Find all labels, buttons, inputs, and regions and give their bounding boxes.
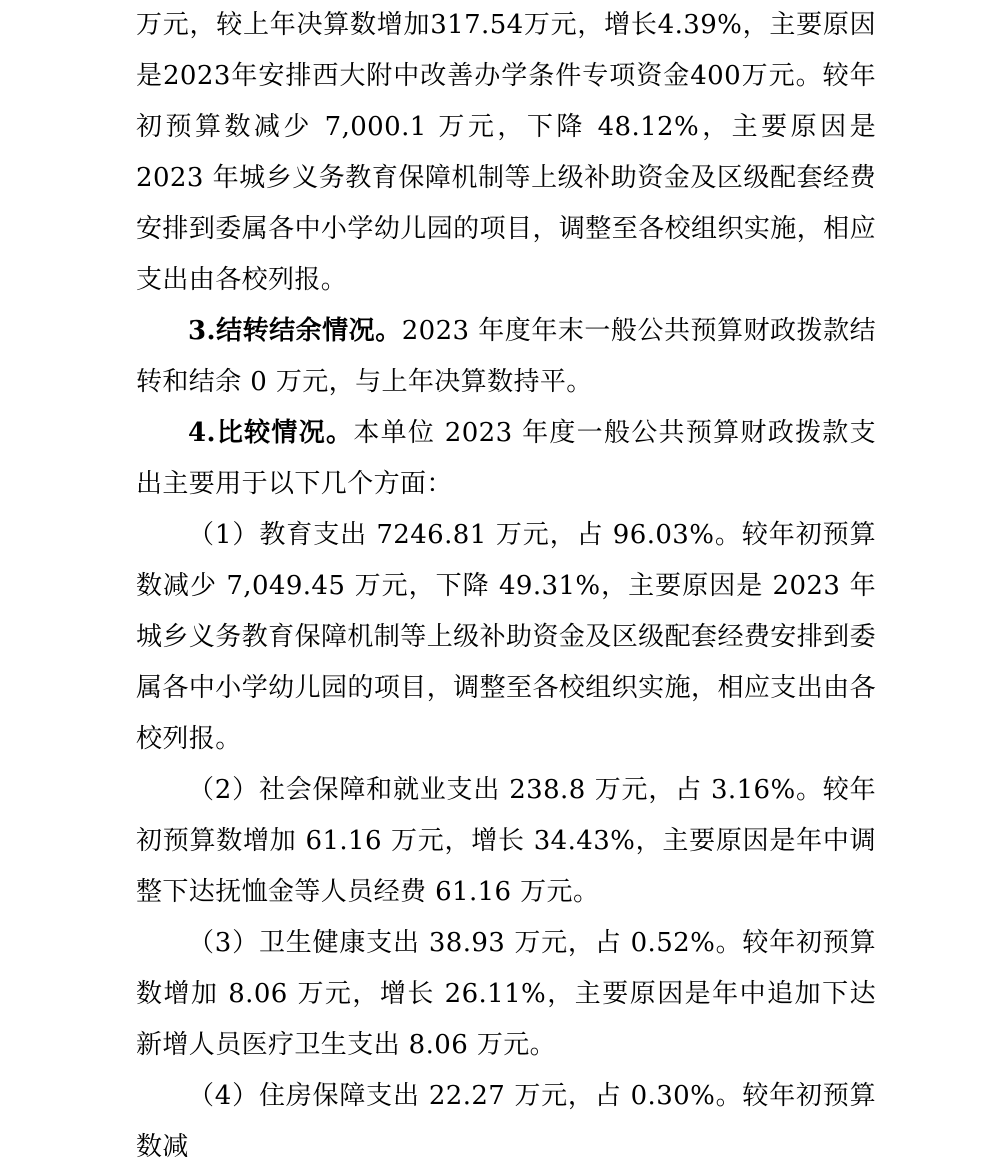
- paragraph-comparison: [136, 408, 876, 510]
- paragraph-text: 2023 年度年末一般公共预算财政拨款结转和结余 0 万元，与上年决算数持平。: [136, 316, 877, 397]
- paragraph-lead: 3.结转结余情况。: [188, 316, 402, 346]
- paragraph-carryover: [136, 306, 876, 408]
- paragraph-education-summary: [136, 0, 876, 306]
- paragraph-text: 本单位 2023 年度一般公共预算财政拨款支出主要用于以下几个方面：: [136, 418, 876, 499]
- document-page: [136, 0, 876, 1173]
- paragraph-text: （1）教育支出 7246.81 万元，占 96.03%。较年初预算数减少 7,049.45 万元，下降 49.31%，主要原因是 2023 年城乡义务教育保障机制等上级补助资金及区级配套经费安排到委属各中小学幼儿园的项目，调整至各校组织实施，相应支出由各校列报。: [136, 520, 876, 754]
- paragraph-text: （3）卫生健康支出 38.93 万元，占 0.52%。较年初预算数增加 8.06 万元，增长 26.11%，主要原因是年中追加下达新增人员医疗卫生支出 8.06 万元。: [136, 928, 876, 1060]
- paragraph-item-health: [136, 918, 876, 1071]
- paragraph-lead: 4.比较情况。: [188, 418, 354, 448]
- paragraph-text: （4）住房保障支出 22.27 万元，占 0.30%。较年初预算数减: [136, 1081, 876, 1162]
- paragraph-text: 万元，较上年决算数增加317.54万元，增长4.39%，主要原因是2023年安排西大附中改善办学条件专项资金400万元。较年初预算数减少 7,000.1 万元，下降 48.12%，主要原因是 2023 年城乡义务教育保障机制等上级补助资金及区级配套经费安排到委属各中小学幼儿园的项目，调整至各校组织实施，相应支出由各校列报。: [136, 10, 876, 295]
- paragraph-item-education: [136, 510, 876, 765]
- paragraph-text: （2）社会保障和就业支出 238.8 万元，占 3.16%。较年初预算数增加 61.16 万元，增长 34.43%，主要原因是年中调整下达抚恤金等人员经费 61.16 万元。: [136, 775, 876, 907]
- paragraph-item-housing: [136, 1071, 876, 1173]
- paragraph-item-social-security: [136, 765, 876, 918]
